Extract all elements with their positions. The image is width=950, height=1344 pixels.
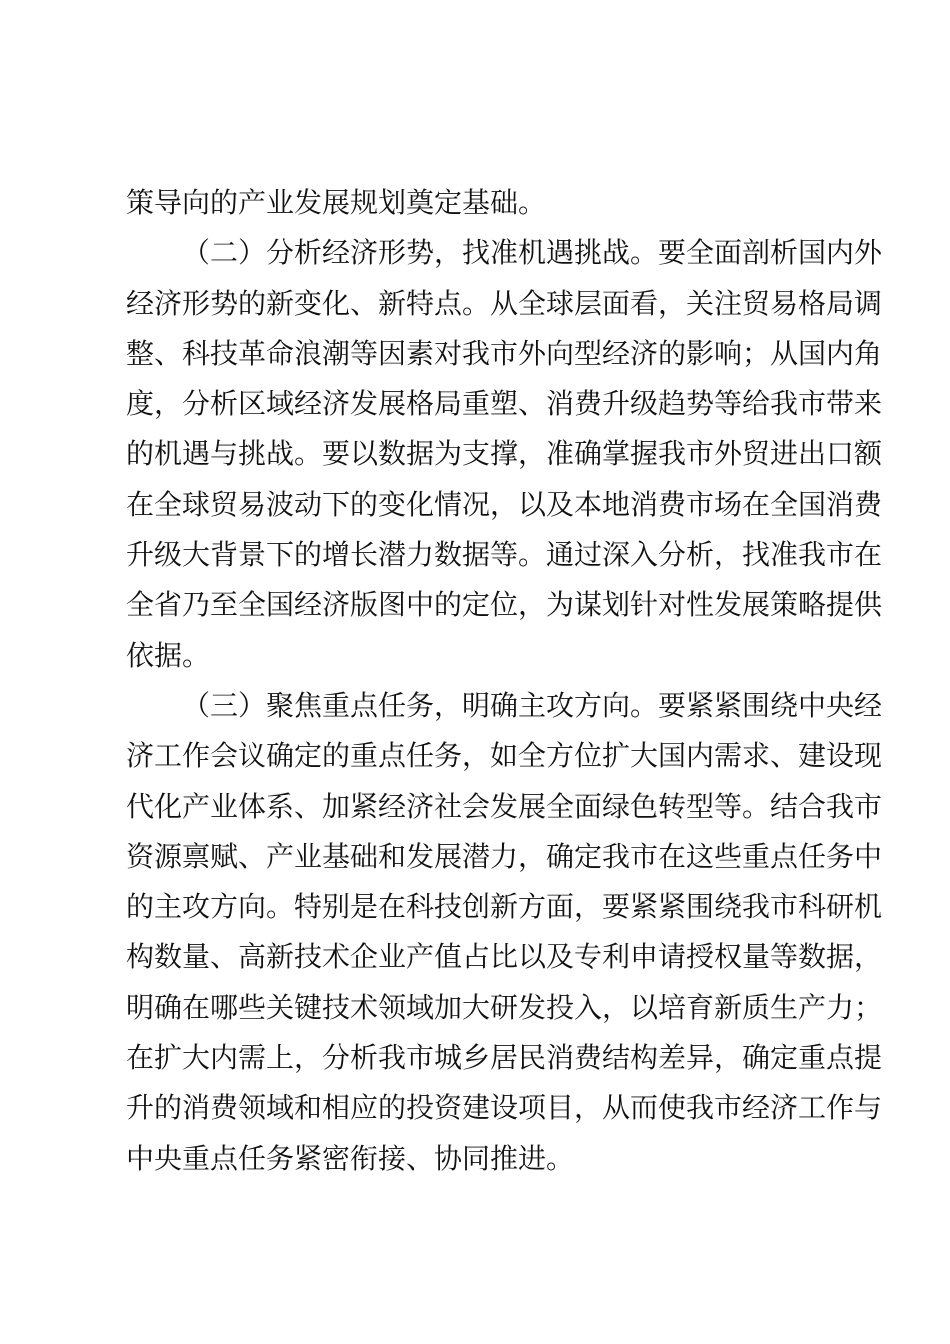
text-line: 明确在哪些关键技术领域加大研发投入，以培育新质生产力； — [126, 990, 883, 1024]
text-line: 策导向的产业发展规划奠定基础。 — [126, 186, 547, 219]
section-heading-line: （二）分析经济形势，找准机遇挑战。要全面剖析国内外 — [182, 236, 883, 270]
text-line: 的机遇与挑战。要以数据为支撑，准确掌握我市外贸进出口额 — [126, 437, 883, 471]
text-line: 升的消费领域和相应的投资建设项目，从而使我市经济工作与 — [126, 1091, 883, 1125]
section-heading-line: （三）聚焦重点任务，明确主攻方向。要紧紧围绕中央经 — [182, 688, 883, 722]
text-line: 在全球贸易波动下的变化情况，以及本地消费市场在全国消费 — [126, 487, 883, 521]
text-line: 在扩大内需上，分析我市城乡居民消费结构差异，确定重点提 — [126, 1041, 883, 1075]
body-text — [126, 178, 883, 1184]
text-line: 依据。 — [126, 638, 211, 672]
text-line: 全省乃至全国经济版图中的定位，为谋划针对性发展策略提供 — [126, 588, 883, 622]
text-line: 整、科技革命浪潮等因素对我市外向型经济的影响；从国内角 — [126, 336, 883, 370]
text-line: 度，分析区域经济发展格局重塑、消费升级趋势等给我市带来 — [126, 387, 883, 421]
text-line: 济工作会议确定的重点任务，如全方位扩大国内需求、建设现 — [126, 739, 883, 773]
text-line: 的主攻方向。特别是在科技创新方面，要紧紧围绕我市科研机 — [126, 890, 883, 924]
text-line: 升级大背景下的增长潜力数据等。通过深入分析，找准我市在 — [126, 538, 883, 572]
text-line: 经济形势的新变化、新特点。从全球层面看，关注贸易格局调 — [126, 286, 883, 320]
text-line: 构数量、高新技术企业产值占比以及专利申请授权量等数据， — [126, 940, 883, 974]
text-line: 中央重点任务紧密衔接、协同推进。 — [126, 1141, 575, 1175]
text-line: 资源禀赋、产业基础和发展潜力，确定我市在这些重点任务中 — [126, 839, 883, 873]
text-line: 代化产业体系、加紧经济社会发展全面绿色转型等。结合我市 — [126, 789, 883, 823]
